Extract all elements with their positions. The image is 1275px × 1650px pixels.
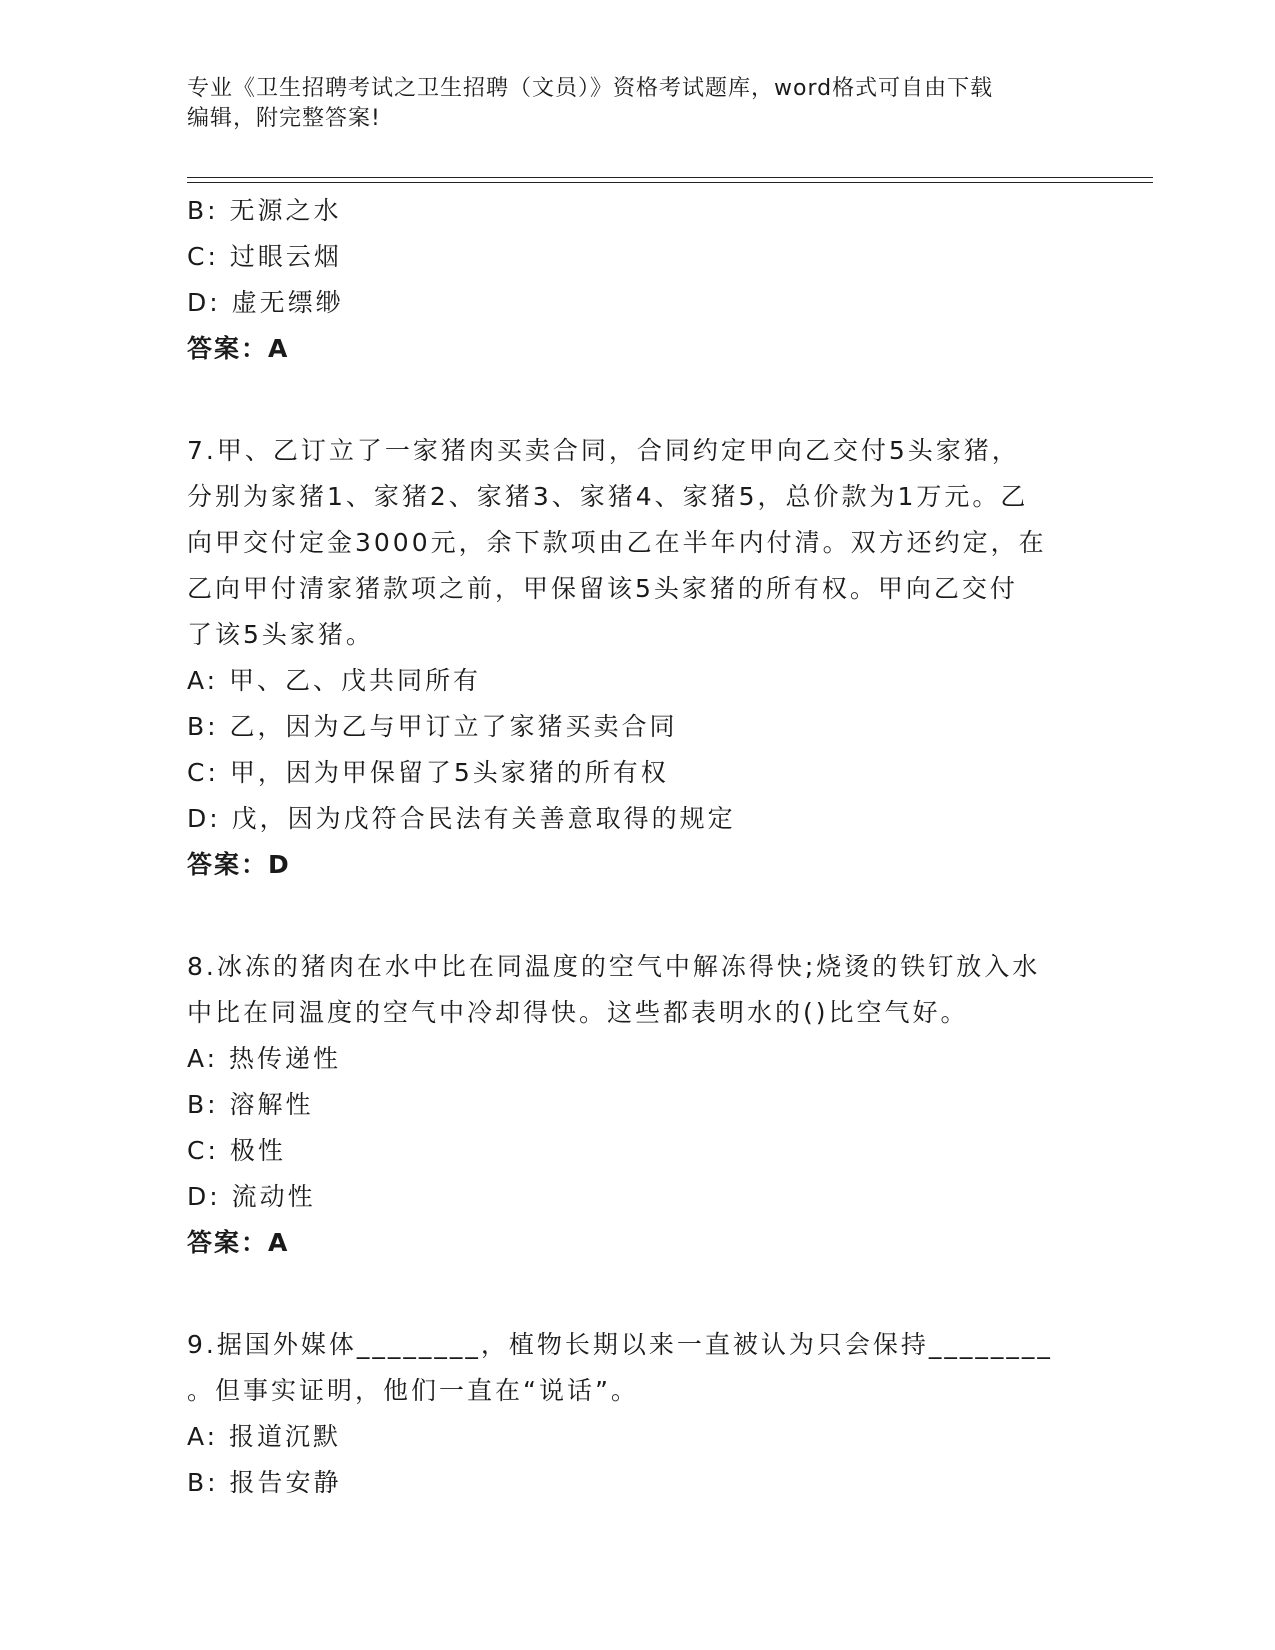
option-a: A: 热传递性 [187,1044,342,1073]
answer-label: 答案：A [187,334,290,363]
spacer [187,372,1087,428]
question-8 [187,944,1087,1266]
option-b: B: 溶解性 [187,1090,314,1119]
question-line: 8.冰冻的猪肉在水中比在同温度的空气中解冻得快;烧烫的铁钉放入水 [187,952,1041,981]
spacer [187,888,1087,944]
header-rule-top [187,177,1153,178]
header-rule-bottom [187,182,1153,183]
question-line: 。但事实证明，他们一直在“说话”。 [187,1376,639,1405]
option-b: B: 乙，因为乙与甲订立了家猪买卖合同 [187,712,678,741]
header-line-1: 专业《卫生招聘考试之卫生招聘（文员）》资格考试题库，word格式可自由下载 [187,76,994,101]
document-header [187,74,1067,134]
question-line: 分别为家猪1、家猪2、家猪3、家猪4、家猪5，总价款为1万元。乙 [187,482,1029,511]
option-d: D: 流动性 [187,1182,316,1211]
spacer [187,1266,1087,1322]
option-a: A: 报道沉默 [187,1422,342,1451]
question-content [187,188,1087,1506]
answer-label: 答案：A [187,1228,290,1257]
question-line: 7.甲、乙订立了一家猪肉买卖合同，合同约定甲向乙交付5头家猪， [187,436,1020,465]
question-line: 乙向甲付清家猪款项之前，甲保留该5头家猪的所有权。甲向乙交付 [187,574,1018,603]
question-text [187,944,1087,1036]
question-line: 中比在同温度的空气中冷却得快。这些都表明水的()比空气好。 [187,998,969,1027]
question-line: 9.据国外媒体________，植物长期以来一直被认为只会保持________ [187,1330,1053,1359]
option-c: C: 极性 [187,1136,286,1165]
option-c: C: 过眼云烟 [187,242,342,271]
option-a: A: 甲、乙、戊共同所有 [187,666,482,695]
question-line: 了该5头家猪。 [187,620,374,649]
option-d: D: 戊，因为戊符合民法有关善意取得的规定 [187,804,736,833]
answer-label: 答案：D [187,850,291,879]
option-b: B: 无源之水 [187,196,342,225]
question-text [187,428,1087,658]
header-line-2: 编辑，附完整答案! [187,106,381,131]
option-c: C: 甲，因为甲保留了5头家猪的所有权 [187,758,669,787]
option-b: B: 报告安静 [187,1468,342,1497]
option-d: D: 虚无缥缈 [187,288,344,317]
question-text [187,1322,1087,1414]
question-7 [187,428,1087,888]
question-9 [187,1322,1087,1506]
question-6-tail [187,188,1087,372]
question-line: 向甲交付定金3000元，余下款项由乙在半年内付清。双方还约定，在 [187,528,1047,557]
